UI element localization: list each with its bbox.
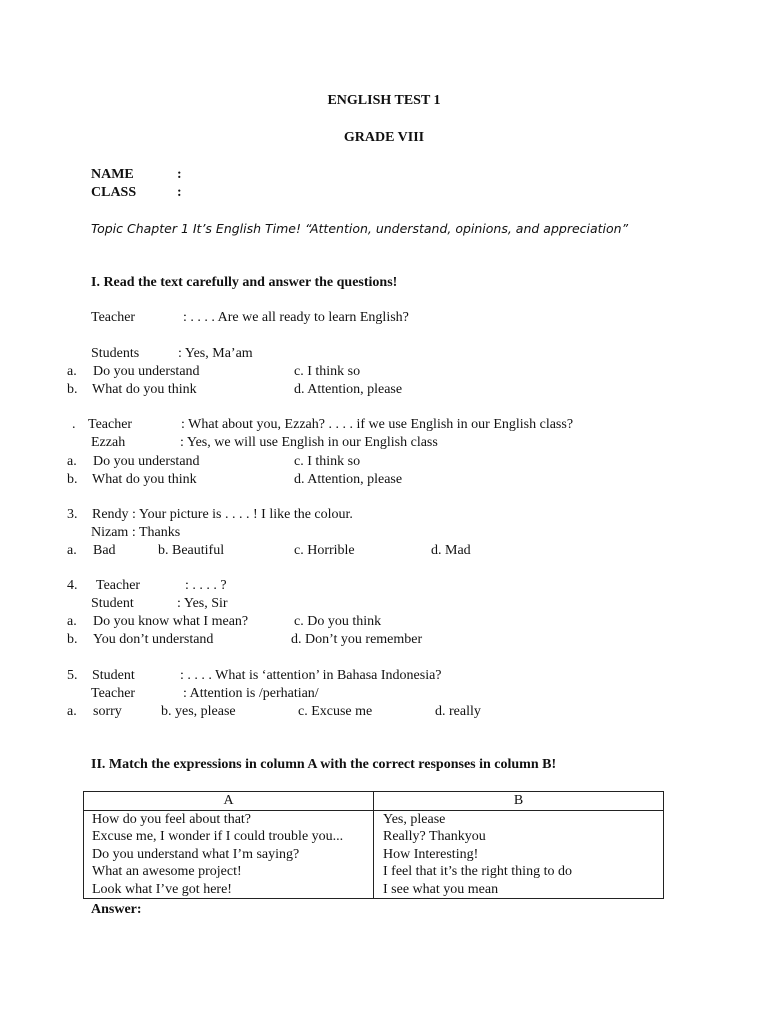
q3-line-2: Nizam : Thanks [91, 525, 181, 540]
grade-label: GRADE VIII [343, 130, 425, 145]
q1-option-b-letter: b. [67, 382, 78, 397]
q4-option-a: Do you know what I mean? [93, 614, 249, 629]
table-row [84, 863, 664, 881]
q1-option-d: d. Attention, please [294, 382, 403, 397]
q3-option-c: c. Horrible [294, 543, 355, 558]
q5-option-c: c. Excuse me [298, 704, 373, 719]
answer-label: Answer: [91, 902, 142, 917]
section2-heading: II. Match the expressions in column A with the correct responses in column B! [91, 757, 557, 772]
table-row [84, 810, 664, 828]
class-label: CLASS [91, 185, 137, 200]
q4-option-b-letter: b. [67, 632, 78, 647]
table-row [84, 828, 664, 846]
q2-line-1: : What about you, Ezzah? . . . . if we use English in our English class? [181, 417, 574, 432]
q5-speaker-1: Student [92, 668, 135, 683]
q1-line-1: : . . . . Are we all ready to learn English? [183, 310, 409, 325]
q2-speaker-2: Ezzah [91, 435, 126, 450]
expression-cell: How do you feel about that? [84, 810, 374, 828]
q4-speaker-2: Student [91, 596, 134, 611]
q4-option-a-letter: a. [67, 614, 77, 629]
q3-number: 3. [67, 507, 78, 522]
response-cell: How Interesting! [374, 846, 664, 864]
name-colon: : [177, 167, 182, 182]
response-cell: Really? Thankyou [374, 828, 664, 846]
response-cell: Yes, please [374, 810, 664, 828]
q5-option-b: b. yes, please [161, 704, 236, 719]
q1-option-a-letter: a. [67, 364, 77, 379]
q2-option-d: d. Attention, please [294, 472, 403, 487]
q1-speaker-2: Students [91, 346, 140, 361]
q2-option-a: Do you understand [93, 454, 200, 469]
topic-line: Topic Chapter 1 It’s English Time! “Attention, understand, opinions, and appreciation” [91, 221, 629, 236]
response-cell: I feel that it’s the right thing to do [374, 863, 664, 881]
column-b-header: B [374, 792, 664, 811]
matching-table [83, 791, 664, 899]
q5-number: 5. [67, 668, 78, 683]
q2-line-2: : Yes, we will use English in our English class [180, 435, 438, 450]
q3-option-d: d. Mad [431, 543, 471, 558]
q4-option-c: c. Do you think [294, 614, 382, 629]
q5-option-a-letter: a. [67, 704, 77, 719]
q2-number: . [72, 417, 76, 432]
q5-line-2: : Attention is /perhatian/ [183, 686, 319, 701]
q4-line-1: : . . . . ? [185, 578, 227, 593]
section1-heading: I. Read the text carefully and answer the questions! [91, 275, 398, 290]
q2-option-b: What do you think [92, 472, 197, 487]
q2-option-a-letter: a. [67, 454, 77, 469]
q1-line-2: : Yes, Ma’am [178, 346, 253, 361]
q5-speaker-2: Teacher [91, 686, 136, 701]
q1-option-a: Do you understand [93, 364, 200, 379]
q5-option-a: sorry [93, 704, 122, 719]
matching-table-header [84, 792, 664, 811]
expression-cell: Do you understand what I’m saying? [84, 846, 374, 864]
q2-option-b-letter: b. [67, 472, 78, 487]
q1-speaker-1: Teacher [91, 310, 136, 325]
q2-speaker-1: Teacher [88, 417, 133, 432]
q3-line-1: Rendy : Your picture is . . . . ! I like the colour. [92, 507, 353, 522]
q4-option-b: You don’t understand [93, 632, 214, 647]
q4-line-2: : Yes, Sir [177, 596, 228, 611]
test-title: ENGLISH TEST 1 [327, 93, 441, 108]
expression-cell: Excuse me, I wonder if I could trouble you... [84, 828, 374, 846]
q3-option-b: b. Beautiful [158, 543, 225, 558]
table-row [84, 881, 664, 899]
q5-option-d: d. really [435, 704, 481, 719]
q5-line-1: : . . . . What is ‘attention’ in Bahasa Indonesia? [180, 668, 442, 683]
class-colon: : [177, 185, 182, 200]
q4-speaker-1: Teacher [96, 578, 141, 593]
q2-option-c: c. I think so [294, 454, 361, 469]
table-row [84, 846, 664, 864]
q1-option-b: What do you think [92, 382, 197, 397]
q4-option-d: d. Don’t you remember [291, 632, 423, 647]
name-label: NAME [91, 167, 134, 182]
expression-cell: What an awesome project! [84, 863, 374, 881]
expression-cell: Look what I’ve got here! [84, 881, 374, 899]
response-cell: I see what you mean [374, 881, 664, 899]
column-a-header: A [84, 792, 374, 811]
q1-option-c: c. I think so [294, 364, 361, 379]
q3-option-a-letter: a. [67, 543, 77, 558]
q4-number: 4. [67, 578, 78, 593]
q3-option-a: Bad [93, 543, 116, 558]
